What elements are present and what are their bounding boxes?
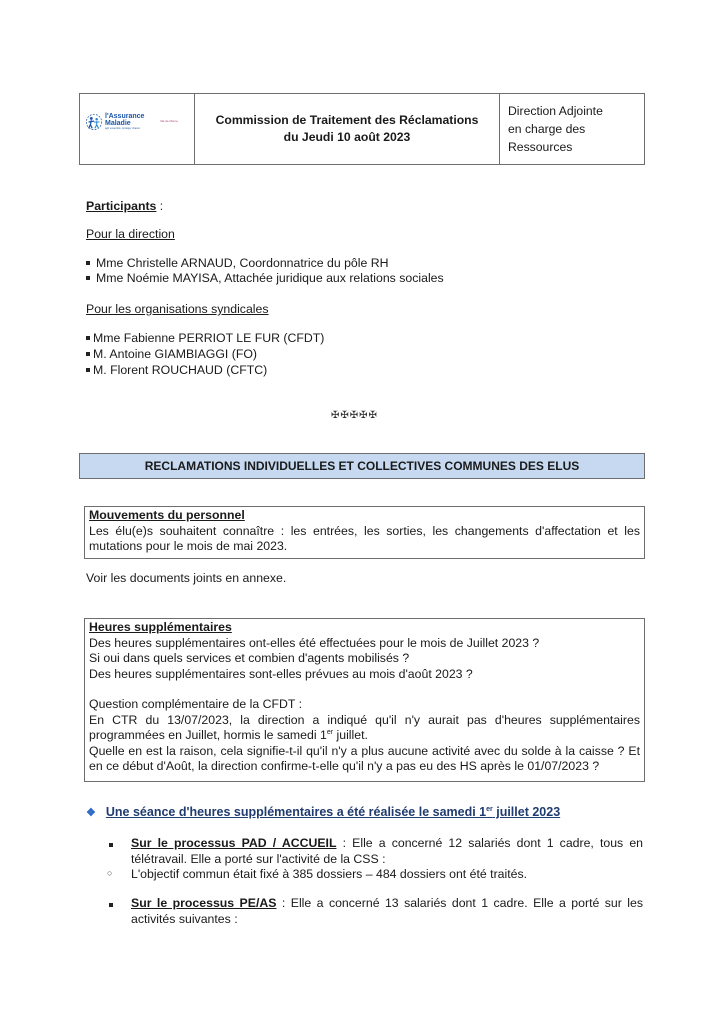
participant-item: M. Florent ROUCHAUD (CFTC) xyxy=(86,363,267,378)
logo-line2: Maladie xyxy=(105,120,131,127)
participant-item: Mme Noémie MAYISA, Attachée juridique aux relations sociales xyxy=(86,271,444,286)
logo-tagline: agir ensemble, protéger chacun xyxy=(105,127,141,130)
heures-question: Si oui dans quels services et combien d'agents mobilisés ? xyxy=(89,651,410,665)
mouvements-answer: Voir les documents joints en annexe. xyxy=(86,571,287,585)
process-pe-as: Sur le processus PE/AS : Elle a concerné 13 salariés dont 1 cadre. Elle a porté sur les activités suivantes : xyxy=(131,896,643,926)
unions-heading: Pour les organisations syndicales xyxy=(86,302,269,316)
square-bullet-icon xyxy=(86,352,90,356)
mouvements-title: Mouvements du personnel xyxy=(89,508,245,522)
assurance-maladie-logo xyxy=(85,113,144,131)
square-bullet-icon xyxy=(86,336,90,340)
mouvements-text: Les élu(e)s souhaitent connaître : les entrées, les sorties, les changements d'affectation et les mutations pour le mois de mai 2023. xyxy=(89,523,640,553)
participants-heading: Participants : xyxy=(86,199,164,213)
cfdt-paragraph-2: Quelle en est la raison, cela signifie-t-il qu'il n'y a plus aucune activité avec du solde à la caisse ? Et en ce début d'Août, la direction confirme-t-elle qu'il n'y a pas eu des HS après le 01/07/2023 ? xyxy=(89,743,640,773)
heures-box xyxy=(84,618,645,782)
circle-bullet-icon: ○ xyxy=(107,868,113,878)
heures-question: Des heures supplémentaires sont-elles prévues au mois d'août 2023 ? xyxy=(89,666,473,681)
document-header-table xyxy=(79,93,645,165)
department-line2: en charge des Ressources xyxy=(508,122,586,154)
square-bullet-icon xyxy=(86,368,90,372)
square-bullet-icon xyxy=(109,843,113,847)
logo-line1: l'Assurance xyxy=(105,113,145,120)
process-label: Sur le processus PAD / ACCUEIL xyxy=(131,836,337,850)
logo-figures-icon xyxy=(85,113,103,131)
cfdt-paragraph-1: En CTR du 13/07/2023, la direction a indiqué qu'il n'y aurait pas d'heures supplémentaires programmées en Juillet, hormis le samedi 1er juillet. xyxy=(89,712,640,742)
square-bullet-icon xyxy=(109,903,113,907)
seance-heading: ❖ Une séance d'heures supplémentaires a été réalisée le samedi 1er juillet 2023 xyxy=(86,805,561,819)
header-logo-cell xyxy=(80,94,195,164)
section-bar: RECLAMATIONS INDIVIDUELLES ET COLLECTIVES COMMUNES DES ELUS xyxy=(79,453,645,479)
process-pad-accueil: Sur le processus PAD / ACCUEIL : Elle a concerné 12 salariés dont 1 cadre, tous en télétravail. Elle a porté sur l'activité de la CSS : xyxy=(131,836,643,866)
process-pad-sub-item: L'objectif commun était fixé à 385 dossiers – 484 dossiers ont été traités. xyxy=(131,867,528,881)
square-bullet-icon xyxy=(86,276,90,280)
diamond-bullet-icon: ❖ xyxy=(86,807,96,819)
cfdt-heading: Question complémentaire de la CFDT : xyxy=(89,697,303,711)
logo-region: Val-de-Marne xyxy=(160,119,178,123)
square-bullet-icon xyxy=(86,261,90,265)
department-line1: Direction Adjointe xyxy=(508,104,603,118)
process-label: Sur le processus PE/AS xyxy=(131,896,277,910)
direction-heading: Pour la direction xyxy=(86,227,175,241)
participant-item: Mme Fabienne PERRIOT LE FUR (CFDT) xyxy=(86,331,324,346)
document-title: Commission de Traitement des Réclamations xyxy=(215,113,479,127)
document-date: du Jeudi 10 août 2023 xyxy=(283,130,411,144)
heures-title: Heures supplémentaires xyxy=(89,620,232,634)
heures-question: Des heures supplémentaires ont-elles été effectuées pour le mois de Juillet 2023 ? xyxy=(89,635,540,650)
header-title-cell xyxy=(195,94,500,164)
participant-item: M. Antoine GIAMBIAGGI (FO) xyxy=(86,347,257,362)
header-department-cell xyxy=(500,94,644,164)
cross-ornament-separator-icon: ✠✠✠✠✠ xyxy=(331,410,378,421)
participant-item: Mme Christelle ARNAUD, Coordonnatrice du pôle RH xyxy=(86,256,389,271)
mouvements-box xyxy=(84,506,645,559)
